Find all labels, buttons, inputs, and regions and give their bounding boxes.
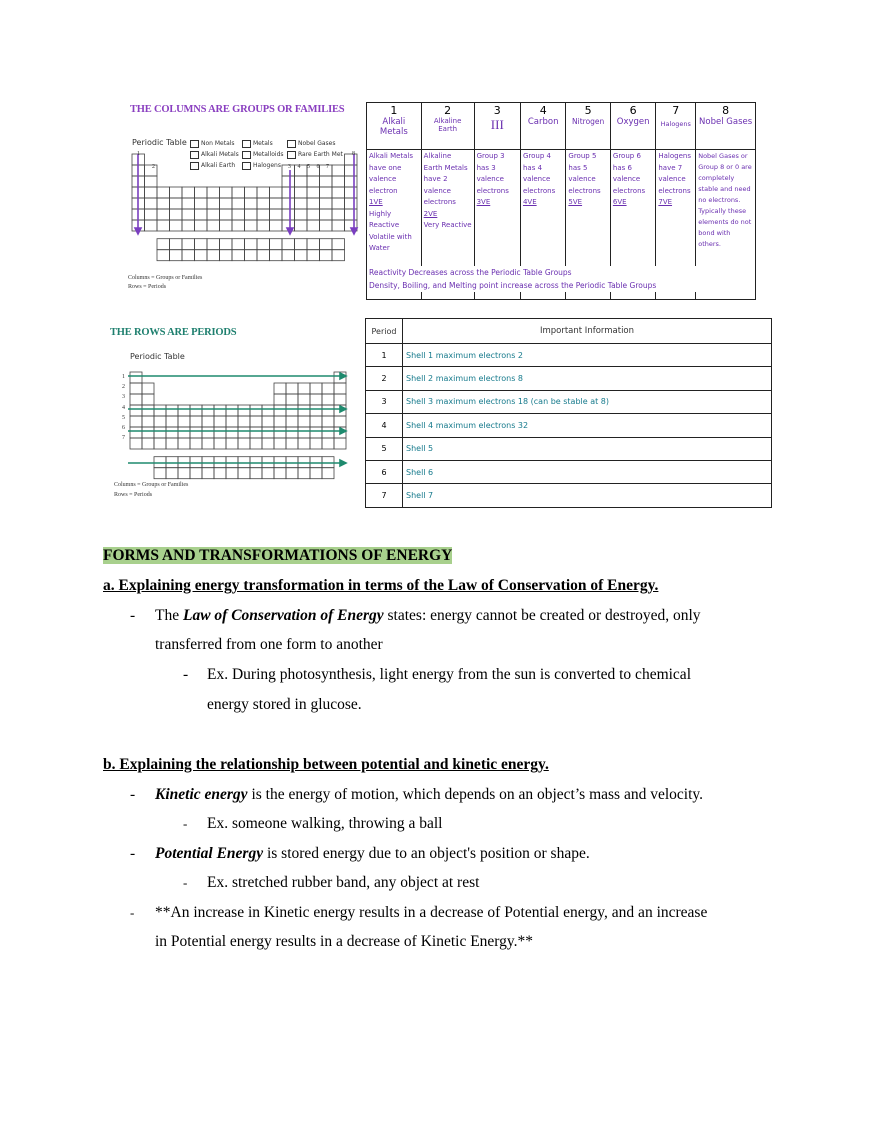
rows-periodic-grid xyxy=(128,370,354,485)
group-header-3: 3 III xyxy=(474,103,520,150)
group-desc-5: Group 5 has 5 valence electrons 5VE xyxy=(566,150,611,300)
group-desc-2: Alkaline Earth Metals have 2 valence electrons 2VE Very Reactive xyxy=(421,150,474,300)
groups-notes xyxy=(369,266,699,292)
periods-header-period: Period xyxy=(366,319,403,344)
row-numbers: 1 2 3 4 5 6 7 xyxy=(122,374,125,442)
bullet-a1: The Law of Conservation of Energy states: energy cannot be created or destroyed, only xyxy=(155,607,701,624)
dash-b1-ex: - xyxy=(183,816,188,831)
group-header-1: 1 Alkali Metals xyxy=(367,103,422,150)
example-a1: Ex. During photosynthesis, light energy from the sun is converted to chemical xyxy=(207,666,691,683)
group-desc-4: Group 4 has 4 valence electrons 4VE xyxy=(520,150,565,300)
groups-header-row xyxy=(367,103,756,150)
bullet-b2: Potential Energy is stored energy due to an object's position or shape. xyxy=(155,845,590,862)
columns-figure-table-label: Periodic Table xyxy=(132,138,187,147)
rows-figure-table-label: Periodic Table xyxy=(130,352,185,361)
column-number-8: 8 xyxy=(352,151,355,157)
legend-item: Halogens xyxy=(242,162,281,169)
bullet-b3: **An increase in Kinetic energy results in a decrease of Potential energy, and an increase xyxy=(155,904,708,921)
column-numbers-right: 3 4 5 6 7 xyxy=(288,164,329,170)
group-header-6: 6 Oxygen xyxy=(610,103,655,150)
group-desc-1: Alkali Metals have one valence electron 1VE Highly Reactive Volatile with Water xyxy=(367,150,422,300)
period-row: 6 Shell 6 xyxy=(366,460,772,483)
legend-item: Alkali Metals xyxy=(190,149,242,160)
columns-footer-2: Rows = Periods xyxy=(128,284,167,290)
column-number-1: 1 xyxy=(137,151,140,157)
period-row: 7 Shell 7 xyxy=(366,484,772,507)
periods-table xyxy=(365,318,772,508)
rows-figure-title: THE ROWS ARE PERIODS xyxy=(110,327,237,338)
period-row: 1 Shell 1 maximum electrons 2 xyxy=(366,344,772,367)
period-row: 4 Shell 4 maximum electrons 32 xyxy=(366,414,772,437)
groups-note-density: Density, Boiling, and Melting point increase across the Periodic Table Groups xyxy=(369,281,657,290)
heading-a: a. Explaining energy transformation in terms of the Law of Conservation of Energy. xyxy=(103,577,659,594)
period-row: 3 Shell 3 maximum electrons 18 (can be stable at 8) xyxy=(366,390,772,413)
example-b2: Ex. stretched rubber band, any object at rest xyxy=(207,874,480,891)
period-row: 2 Shell 2 maximum electrons 8 xyxy=(366,367,772,390)
bullet-a1-line2: transferred from one form to another xyxy=(155,636,383,653)
groups-note-reactivity: Reactivity Decreases across the Periodic Table Groups xyxy=(369,268,572,277)
group-header-7: 7 Halogens xyxy=(656,103,696,150)
dash-b3: - xyxy=(130,905,135,920)
dash-b2-ex: - xyxy=(183,875,188,890)
legend-item: Rare Earth Met xyxy=(287,151,343,158)
section-title: FORMS AND TRANSFORMATIONS OF ENERGY xyxy=(103,547,453,564)
rows-footer-1: Columns = Groups or Families xyxy=(114,482,189,488)
period-row: 5 Shell 5 xyxy=(366,437,772,460)
group-header-4: 4 Carbon xyxy=(520,103,565,150)
columns-figure-title: THE COLUMNS ARE GROUPS OR FAMILIES xyxy=(130,104,345,115)
rows-footer-2: Rows = Periods xyxy=(114,492,153,498)
bullet-b3-line2: in Potential energy results in a decrease of Kinetic Energy.** xyxy=(155,933,534,950)
legend-item: Metalloids xyxy=(242,149,287,160)
periods-header-row xyxy=(366,319,772,344)
columns-footer-1: Columns = Groups or Families xyxy=(128,275,203,281)
legend-item: Metals xyxy=(242,138,287,149)
dash-a1: - xyxy=(130,607,136,624)
legend-item: Alkali Earth xyxy=(190,160,242,171)
bullet-b1: Kinetic energy is the energy of motion, which depends on an object’s mass and velocity. xyxy=(155,786,703,803)
group-header-2: 2 Alkaline Earth xyxy=(421,103,474,150)
columns-figure xyxy=(122,98,362,298)
legend-item: Nobel Gases xyxy=(287,140,336,147)
group-header-8: 8 Nobel Gases xyxy=(696,103,756,150)
legend-item: Non Metals xyxy=(190,138,242,149)
group-header-5: 5 Nitrogen xyxy=(566,103,611,150)
periods-header-info: Important Information xyxy=(403,319,772,344)
columns-periodic-grid xyxy=(130,152,362,274)
column-number-2: 2 xyxy=(152,164,155,170)
group-desc-6: Group 6 has 6 valence electrons 6VE xyxy=(610,150,655,300)
example-a1-line2: energy stored in glucose. xyxy=(207,696,362,713)
dash-b2: - xyxy=(130,845,136,862)
group-desc-3: Group 3 has 3 valence electrons 3VE xyxy=(474,150,520,300)
dash-b1: - xyxy=(130,786,136,803)
rows-figure xyxy=(108,322,358,507)
heading-b: b. Explaining the relationship between potential and kinetic energy. xyxy=(103,756,549,773)
example-b1: Ex. someone walking, throwing a ball xyxy=(207,815,443,832)
dash-a1-ex: - xyxy=(183,666,189,683)
group-desc-7: Halogens have 7 valence electrons 7VE xyxy=(656,150,696,300)
group-desc-8: Nobel Gases or Group 8 or 0 are completely stable and need no electrons. Typically these elements do not bond with others. xyxy=(696,150,756,300)
